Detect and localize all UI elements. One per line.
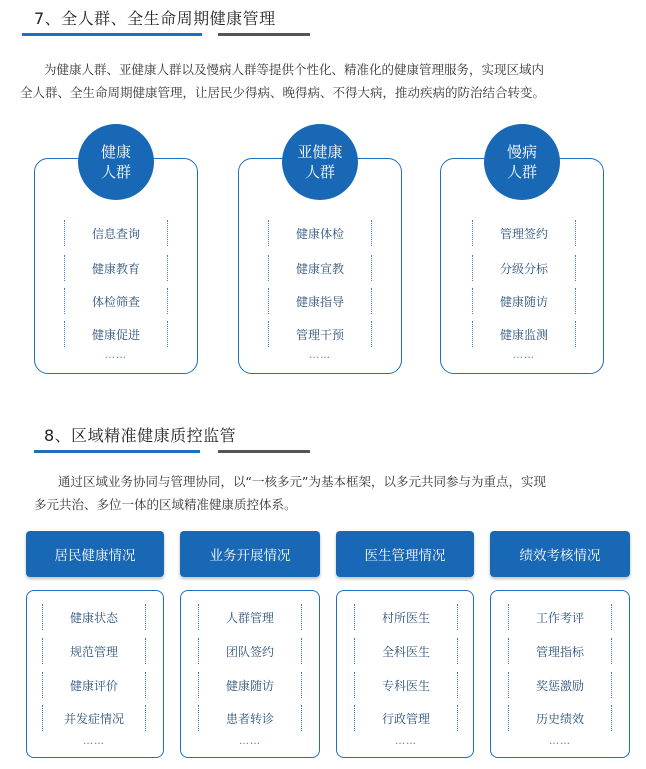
list-item: 健康体检 — [268, 220, 372, 246]
list-item: 体检筛查 — [64, 288, 168, 314]
header-performance-assessment: 绩效考核情况 — [490, 531, 630, 577]
list-item: 管理干预 — [268, 321, 372, 347]
more-dots: …… — [549, 736, 571, 747]
more-dots: …… — [309, 350, 331, 361]
group-healthy-people-label: 健康 人群 — [78, 124, 154, 200]
header-business-development: 业务开展情况 — [180, 531, 320, 577]
section8-title: 8、区域精准健康质控监管 — [44, 426, 237, 445]
section8-paragraph-line2: 多元共治、多位一体的区域精准健康质控体系。 — [34, 497, 297, 512]
list-item: 村所医生 — [354, 604, 458, 630]
list-item: 分级分标 — [472, 255, 576, 281]
list-item: 健康评价 — [42, 672, 146, 698]
list-item: 并发症情况 — [42, 705, 146, 731]
section8-title-underline-blue — [34, 450, 200, 453]
list-item: 团队签约 — [198, 638, 302, 664]
group-subhealthy-people-label: 亚健康 人群 — [282, 124, 358, 200]
list-item: 管理签约 — [472, 220, 576, 246]
section8-title-underline-gray — [218, 450, 310, 453]
list-item: 专科医生 — [354, 672, 458, 698]
list-item: 健康指导 — [268, 288, 372, 314]
list-item: 历史绩效 — [508, 705, 612, 731]
list-item: 规范管理 — [42, 638, 146, 664]
section7-title: 7、全人群、全生命周期健康管理 — [34, 9, 276, 28]
more-dots: …… — [239, 736, 261, 747]
list-item: 患者转诊 — [198, 705, 302, 731]
section7-paragraph-line2: 全人群、全生命周期健康管理，让居民少得病、晚得病、不得大病，推动疾病的防治结合转变。 — [20, 85, 546, 100]
list-item: 健康教育 — [64, 255, 168, 281]
section7-paragraph-line1: 为健康人群、亚健康人群以及慢病人群等提供个性化、精准化的健康管理服务，实现区域内 — [44, 62, 545, 77]
list-item: 信息查询 — [64, 220, 168, 246]
section7-title-underline-gray — [218, 33, 310, 36]
list-item: 健康随访 — [472, 288, 576, 314]
list-item: 健康监测 — [472, 321, 576, 347]
list-item: 健康宣教 — [268, 255, 372, 281]
more-dots: …… — [105, 350, 127, 361]
more-dots: …… — [83, 736, 105, 747]
list-item: 健康状态 — [42, 604, 146, 630]
section8-paragraph-line1: 通过区域业务协同与管理协同，以“一核多元”为基本框架，以多元共同参与为重点，实现 — [58, 474, 546, 489]
list-item: 奖惩激励 — [508, 672, 612, 698]
list-item: 行政管理 — [354, 705, 458, 731]
list-item: 人群管理 — [198, 604, 302, 630]
section7-title-underline-blue — [22, 33, 202, 36]
more-dots: …… — [513, 350, 535, 361]
group-chronic-disease-people-label: 慢病 人群 — [484, 124, 560, 200]
list-item: 管理指标 — [508, 638, 612, 664]
more-dots: …… — [395, 736, 417, 747]
list-item: 健康随访 — [198, 672, 302, 698]
list-item: 全科医生 — [354, 638, 458, 664]
header-doctor-management: 医生管理情况 — [336, 531, 474, 577]
header-resident-health: 居民健康情况 — [26, 531, 164, 577]
list-item: 工作考评 — [508, 604, 612, 630]
list-item: 健康促进 — [64, 321, 168, 347]
